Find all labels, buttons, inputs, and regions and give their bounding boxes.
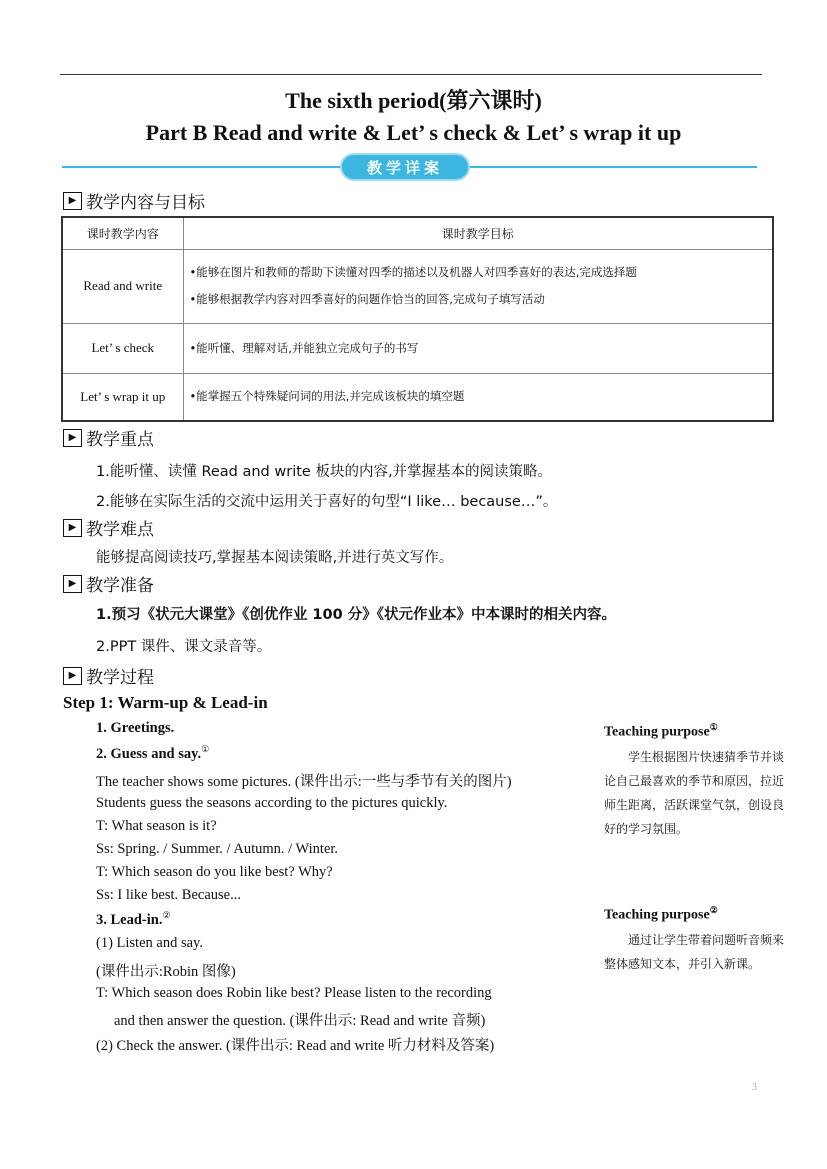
top-rule <box>60 74 762 75</box>
section-process: ▶ 教学过程 <box>63 663 154 688</box>
table-header: 课时教学目标 <box>183 217 773 249</box>
table-cell-goals <box>183 249 773 323</box>
difficulty-text: 能够提高阅读技巧,掌握基本阅读策略,并进行英文写作。 <box>96 550 454 566</box>
step-line: The teacher shows some pictures. (课件出示:一些与季节有关的图片) <box>96 774 512 790</box>
step-line: (1) Listen and say. <box>96 935 203 951</box>
table-row <box>62 373 773 421</box>
goal-item: •能够在图片和教师的帮助下读懂对四季的描述以及机器人对四季喜好的表达,完成选择题 <box>189 265 637 279</box>
step-line: and then answer the question. (课件出示: Read and write 音频) <box>114 1013 486 1029</box>
goal-item: •能掌握五个特殊疑问词的用法,并完成该板块的填空题 <box>189 389 465 404</box>
teaching-purpose-title: Teaching purpose① <box>604 722 718 740</box>
step-line: (2) Check the answer. (课件出示: Read and write 听力材料及答案) <box>96 1038 495 1054</box>
key-point-item: 2.能够在实际生活的交流中运用关于喜好的句型“I like… because…”。 <box>96 494 558 510</box>
page-title: The sixth period(第六课时) <box>285 88 542 113</box>
step-line: T: Which season do you like best? Why? <box>96 864 333 880</box>
section-key-points: ▶ 教学重点 <box>63 425 154 450</box>
step-line: T: What season is it? <box>96 818 217 834</box>
goals-table <box>61 216 774 422</box>
step-line: 3. Lead-in.② <box>96 910 171 928</box>
step-line: Ss: Spring. / Summer. / Autumn. / Winter. <box>96 841 339 857</box>
step-line: 2. Guess and say.① <box>96 744 210 762</box>
table-cell-content: Let’ s check <box>62 323 183 373</box>
play-triangle-icon: ▶ <box>63 575 82 593</box>
play-triangle-icon: ▶ <box>63 429 82 447</box>
preparation-item: 2.PPT 课件、课文录音等。 <box>96 639 272 655</box>
teaching-purpose-text: 通过让学生带着问题听音频来整体感知文本，并引入新课。 <box>604 933 785 971</box>
play-triangle-icon: ▶ <box>63 192 82 210</box>
step-title: Step 1: Warm-up & Lead-in <box>63 693 268 712</box>
teaching-purpose-text: 学生根据图片快速猜季节并谈论自己最喜欢的季节和原因，拉近师生距离，活跃课堂气氛，创设良好的学习氛围。 <box>604 750 785 836</box>
step-line: 1. Greetings. <box>96 720 175 736</box>
section-difficulties: ▶ 教学难点 <box>63 515 154 540</box>
table-cell-goals <box>183 323 773 373</box>
step-line: Ss: I like best. Because... <box>96 887 241 903</box>
step-line: (课件出示:Robin 图像) <box>96 964 236 980</box>
step-line: Students guess the seasons according to the pictures quickly. <box>96 795 448 811</box>
play-triangle-icon: ▶ <box>63 667 82 685</box>
teaching-purpose-title: Teaching purpose② <box>604 905 718 923</box>
table-row <box>62 323 773 373</box>
step-line: T: Which season does Robin like best? Please listen to the recording <box>96 985 492 1001</box>
lesson-plan-banner: 教学详案 <box>340 153 470 181</box>
table-cell-content: Let’ s wrap it up <box>62 373 183 421</box>
table-header: 课时教学内容 <box>62 217 183 249</box>
goal-item: •能够根据教学内容对四季喜好的问题作恰当的回答,完成句子填写活动 <box>189 292 545 306</box>
key-point-item: 1.能听懂、读懂 Read and write 板块的内容,并掌握基本的阅读策略。 <box>96 464 553 480</box>
section-content-goals: ▶ 教学内容与目标 <box>63 188 205 213</box>
page-subtitle: Part B Read and write & Let’ s check & Let’ s wrap it up <box>145 120 682 145</box>
table-row <box>62 249 773 323</box>
page-number: 3 <box>752 1082 757 1093</box>
preparation-item: 1.预习《状元大课堂》《创优作业 100 分》《状元作业本》中本课时的相关内容。 <box>96 607 616 623</box>
goal-item: •能听懂、理解对话,并能独立完成句子的书写 <box>189 340 419 355</box>
table-cell-content: Read and write <box>62 249 183 323</box>
table-header-row <box>62 217 773 249</box>
play-triangle-icon: ▶ <box>63 519 82 537</box>
section-preparation: ▶ 教学准备 <box>63 571 154 596</box>
table-cell-goals <box>183 373 773 421</box>
